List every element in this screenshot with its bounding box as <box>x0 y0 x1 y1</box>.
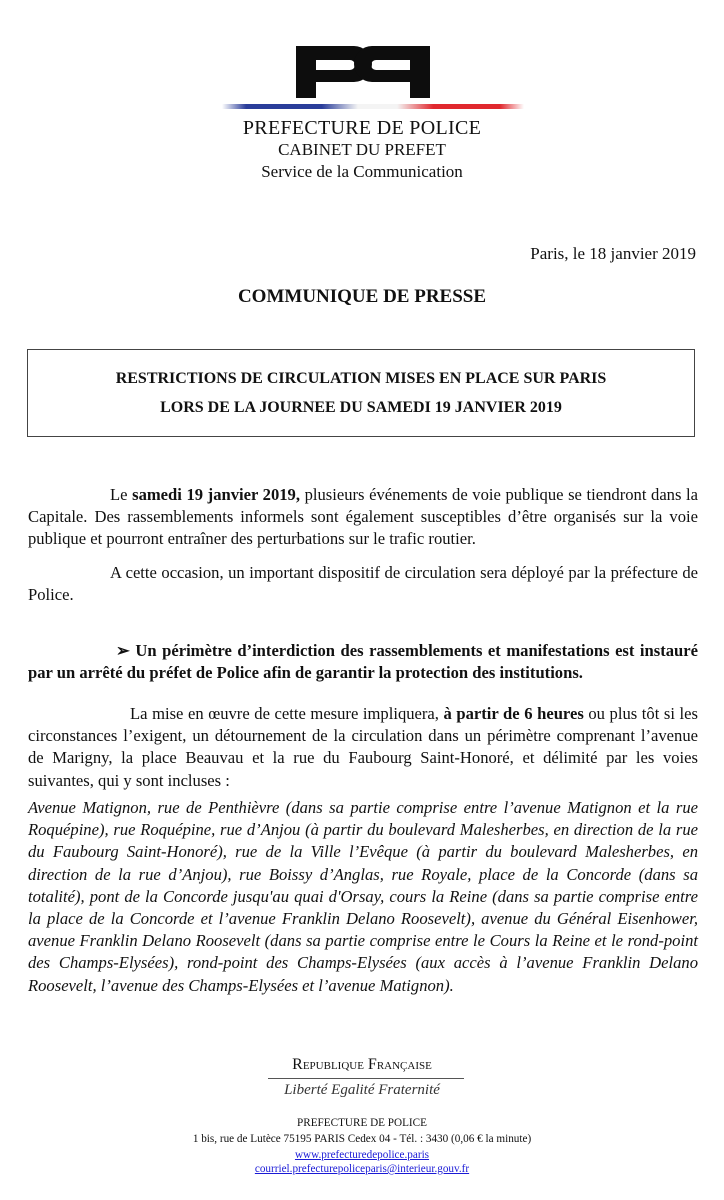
arrow-bullet-icon: ➢ <box>116 641 130 660</box>
republic-motto: Liberté Egalité Fraternité <box>284 1082 440 1098</box>
cabinet-line: CABINET DU PREFET <box>278 140 446 159</box>
footer-divider <box>268 1078 464 1079</box>
footer-org: PREFECTURE DE POLICE <box>297 1117 427 1129</box>
time-emphasis: à partir de 6 heures <box>443 704 584 723</box>
footer-website-row <box>0 1149 724 1161</box>
prefecture-logo-icon <box>288 40 438 102</box>
letterhead <box>0 40 724 190</box>
service-line: Service de la Communication <box>261 162 463 181</box>
bullet-perimeter: ➢ Un périmètre d’interdiction des rassemblements et manifestations est instauré par un arrêté du préfet de Police afin de garantir la protection des institutions. <box>28 641 698 683</box>
republic-label: Republique Française <box>292 1056 432 1073</box>
paragraph-intro: Le samedi 19 janvier 2019, plusieurs événements de voie publique se tiendront dans la Capitale. Des rassemblements informels sont également susceptibles d’être organisés sur la voie publique et pourront entraîner des perturbations sur le trafic routier. <box>28 485 699 549</box>
date-emphasis: samedi 19 janvier 2019, <box>132 485 300 504</box>
prefecture-title: PREFECTURE DE POLICE <box>242 117 482 139</box>
subject-box <box>27 349 695 437</box>
email-link[interactable]: courriel.prefecturepoliceparis@interieur.gouv.fr <box>254 1163 470 1175</box>
subject-line-2: LORS DE LA JOURNEE DU SAMEDI 19 JANVIER 2019 <box>160 399 562 416</box>
tricolor-stripe <box>222 104 524 109</box>
footer-email-row <box>0 1163 724 1175</box>
subject-line-1: RESTRICTIONS DE CIRCULATION MISES EN PLACE SUR PARIS <box>115 370 607 387</box>
date-line: Paris, le 18 janvier 2019 <box>530 244 696 263</box>
page-title: COMMUNIQUE DE PRESSE <box>237 286 487 307</box>
paragraph-dispositif: A cette occasion, un important dispositif de circulation sera déployé par la préfecture de Police. <box>28 563 698 605</box>
paragraph-measure: La mise en œuvre de cette mesure impliquera, à partir de 6 heures ou plus tôt si les circonstances l’exigent, un détournement de la circulation dans un périmètre comprenant l’avenue de Marigny, la place Beauvau et la rue du Faubourg Saint-Honoré, et délimité par les voies suivantes, qui y sont incluses : <box>28 704 698 790</box>
website-link[interactable]: www.prefecturedepolice.paris <box>294 1149 430 1161</box>
streets-list: Avenue Matignon, rue de Penthièvre (dans sa partie comprise entre l’avenue Matignon et la rue Roquépine), rue Roquépine, rue d’Anjou (à partir du boulevard Malesherbes, en direction de la rue du Faubourg Saint-Honoré), rue de la Ville l’Evêque (à partir du boulevard Malesherbes, en direction de la rue d’Anjou), rue Boissy d’Anglas, rue Royale, place de la Concorde (dans sa totalité), pont de la Concorde jusqu'au quai d'Orsay, cours la Reine (dans sa partie comprise entre la place de la Concorde et l’avenue Franklin Delano Roosevelt), avenue du Général Eisenhower, avenue Franklin Delano Roosevelt (dans sa partie comprise entre le Cours la Reine et le rond-point des Champs-Elysées), rond-point des Champs-Elysées (aux accès à l’avenue Franklin Delano Roosevelt, l’avenue des Champs-Elysées et l’avenue Matignon). <box>28 798 698 995</box>
footer-address: 1 bis, rue de Lutèce 75195 PARIS Cedex 04 - Tél. : 3430 (0,06 € la minute) <box>192 1133 532 1145</box>
